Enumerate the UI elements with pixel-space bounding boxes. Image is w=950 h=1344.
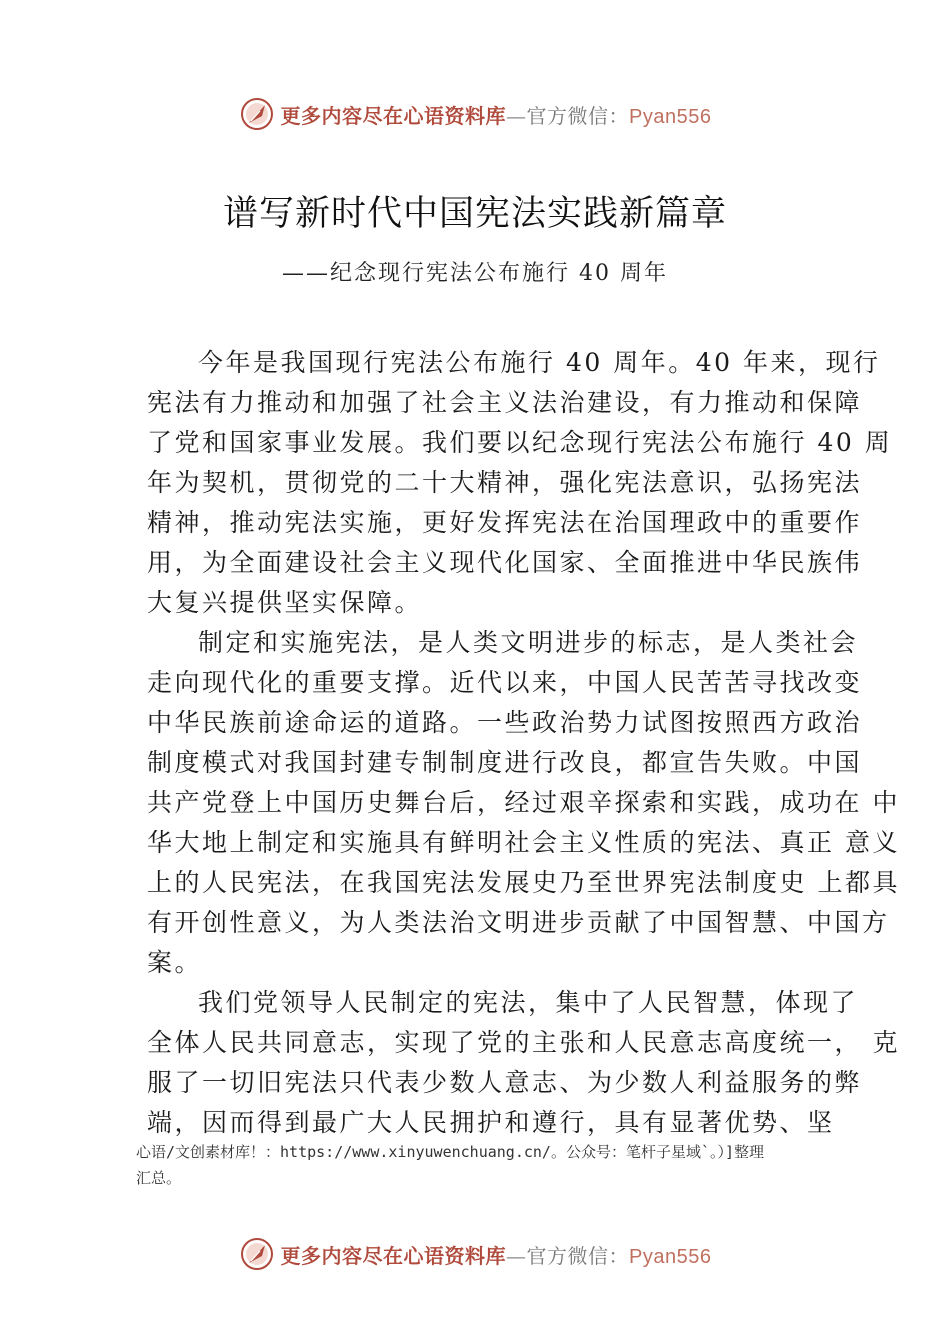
body-line: 全体人民共同意志，实现了党的主张和人民意志高度统一， 克 (147, 1028, 900, 1057)
banner-brand: 更多内容尽在心语资料库 (280, 103, 507, 128)
banner-dash: — (506, 1243, 527, 1268)
banner-wechat-label: 官方微信： (526, 103, 630, 128)
body-line: 上的人民宪法，在我国宪法发展史乃至世界宪法制度史 上都具 (147, 868, 900, 897)
body-line: 中华民族前途命运的道路。一些政治势力试图按照西方政治 (147, 708, 863, 737)
footer-banner (0, 1234, 950, 1274)
banner-dash: — (506, 103, 527, 128)
body-line: 了党和国家事业发展。我们要以纪念现行宪法公布施行 40 周 (147, 428, 893, 457)
body-line: 走向现代化的重要支撑。近代以来，中国人民苦苦寻找改变 (147, 668, 863, 697)
banner-text (281, 100, 712, 129)
header-banner (0, 94, 950, 134)
body-line: 年为契机，贯彻党的二十大精神，强化宪法意识，弘扬宪法 (147, 468, 863, 497)
source-footnote: 心语/文创素材库！：https://www.xinyuwenchuang.cn/。公众号：笔杆子星域`。）]整理 (136, 1143, 765, 1161)
body-line: 制定和实施宪法，是人类文明进步的标志，是人类社会 (198, 628, 859, 657)
quill-logo-icon (239, 96, 275, 132)
body-line: 案。 (147, 948, 203, 977)
body-line: 宪法有力推动和加强了社会主义法治建设，有力推动和保障 (147, 388, 863, 417)
body-line: 制度模式对我国封建专制制度进行改良，都宣告失败。中国 (147, 748, 863, 777)
body-line: 端，因而得到最广大人民拥护和遵行，具有显著优势、坚 (147, 1108, 835, 1137)
body-line: 今年是我国现行宪法公布施行 40 周年。40 年来，现行 (198, 348, 881, 377)
body-line: 用，为全面建设社会主义现代化国家、全面推进中华民族伟 (147, 548, 863, 577)
banner-brand: 更多内容尽在心语资料库 (280, 1243, 507, 1268)
body-line: 精神，推动宪法实施，更好发挥宪法在治国理政中的重要作 (147, 508, 863, 537)
body-line: 服了一切旧宪法只代表少数人意志、为少数人利益服务的弊 (147, 1068, 863, 1097)
banner-account: Pyan556 (629, 105, 712, 128)
quill-logo-icon (239, 1236, 275, 1272)
banner-text (281, 1240, 712, 1269)
body-line: 共产党登上中国历史舞台后，经过艰辛探索和实践，成功在 中 (147, 788, 900, 817)
body-line: 大复兴提供坚实保障。 (147, 588, 423, 617)
banner-wechat-label: 官方微信： (526, 1243, 630, 1268)
source-footnote: 汇总。 (136, 1169, 182, 1187)
document-subtitle: ——纪念现行宪法公布施行 40 周年 (282, 261, 668, 286)
body-line: 我们党领导人民制定的宪法，集中了人民智慧，体现了 (198, 988, 859, 1017)
body-line: 华大地上制定和实施具有鲜明社会主义性质的宪法、真正 意义 (147, 828, 900, 857)
body-line: 有开创性意义，为人类法治文明进步贡献了中国智慧、中国方 (147, 908, 890, 937)
document-title: 谱写新时代中国宪法实践新篇章 (222, 194, 727, 234)
banner-account: Pyan556 (629, 1245, 712, 1268)
